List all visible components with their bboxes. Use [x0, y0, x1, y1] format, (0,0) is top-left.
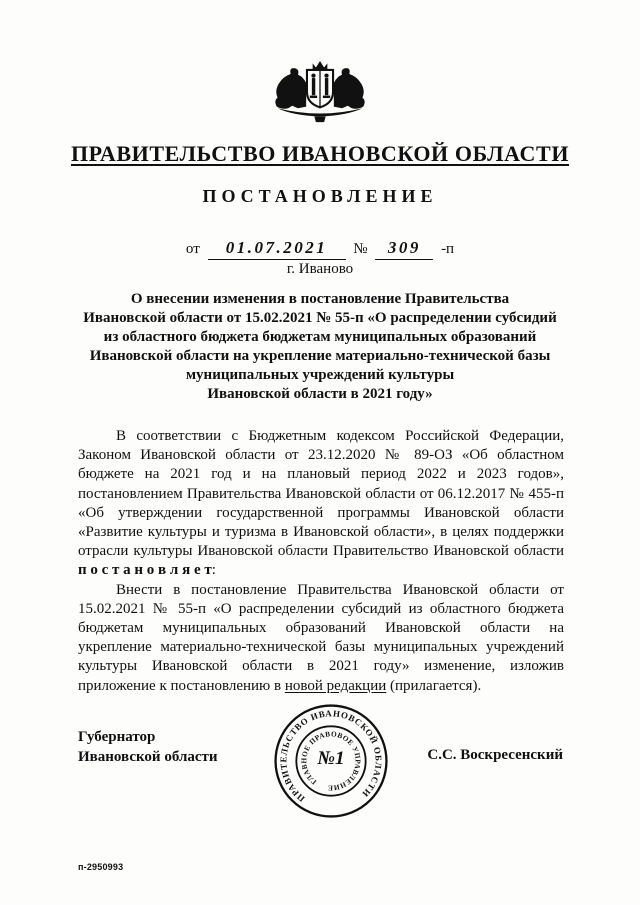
stamp-outer-text: ПРАВИТЕЛЬСТВО ИВАНОВСКОЙ ОБЛАСТИ [278, 708, 384, 804]
stamp-inner-text: ГЛАВНОЕ ПРАВОВОЕ УПРАВЛЕНИЕ [299, 729, 363, 793]
body-paragraph-1 [78, 427, 564, 581]
signatory-position-line1: Губернатор [78, 729, 156, 745]
paragraph-text: В соответствии с Бюджетным кодексом Российской Федерации, Законом Ивановской области от 23.12.2020 № 89-ОЗ «Об областном бюджете на 2021 год и на плановый период 2022 и 2023 годов», постановлением Правительства Ивановской области от 06.12.2017 № 455-п «Об утверждении государственной программы Ивановской области «Развитие культуры и туризма в Ивановской области», в целях поддержки отрасли культуры Ивановской области Правительство Ивановской области [78, 428, 564, 560]
official-round-stamp [254, 684, 408, 838]
document-id: п-2950993 [78, 862, 124, 872]
org-name-heading: ПРАВИТЕЛЬСТВО ИВАНОВСКОЙ ОБЛАСТИ [70, 141, 570, 166]
number-sign-label: № [353, 241, 368, 257]
handwritten-date: 01.07.2021 [225, 238, 328, 257]
signatory-position-line2: Ивановской области [78, 749, 218, 765]
title-line: Ивановской области в 2021 году» [207, 386, 433, 402]
date-prefix-label: от [185, 241, 200, 257]
title-line: Ивановской области от 15.02.2021 № 55-п «О распределении субсидий [83, 310, 557, 326]
number-suffix-label: -п [441, 241, 455, 257]
paragraph-text: (прилагается). [386, 677, 482, 694]
stamp-number: №1 [317, 748, 345, 770]
doc-type-heading: ПОСТАНОВЛЕНИЕ [202, 186, 438, 206]
handwritten-number: 309 [387, 238, 421, 257]
title-line: О внесении изменения в постановление Правительства [130, 291, 510, 307]
city-label: г. Иваново [286, 261, 354, 277]
date-field [208, 237, 346, 260]
body-paragraph-2 [78, 581, 564, 696]
title-line: Ивановской области на укрепление материально-технической базы [89, 348, 551, 364]
date-number-line [0, 237, 640, 260]
signatory-position [78, 727, 218, 767]
paragraph-text: Внести в постановление Правительства Ивановской области от 15.02.2021 № 55-п «О распределении субсидий из областного бюджета бюджетам муниципальных образований Ивановской области на укрепление материально-технической базы муниципальных учреждений культуры Ивановской области в 2021 году» изменение, изложив приложение к постановлению в [78, 581, 564, 694]
signatory-name: С.С. Воскресенский [427, 747, 563, 763]
title-line: из областного бюджета бюджетам муниципальных образований [103, 329, 537, 345]
underlined-phrase: новой редакции [284, 677, 387, 694]
decree-verb: п о с т а н о в л я е т [78, 562, 212, 579]
paragraph-text: : [211, 562, 216, 579]
title-line: муниципальных учреждений культуры [185, 367, 455, 383]
coat-of-arms-icon [267, 58, 373, 134]
document-title [77, 290, 563, 404]
document-body [78, 427, 564, 696]
number-field [375, 237, 433, 260]
